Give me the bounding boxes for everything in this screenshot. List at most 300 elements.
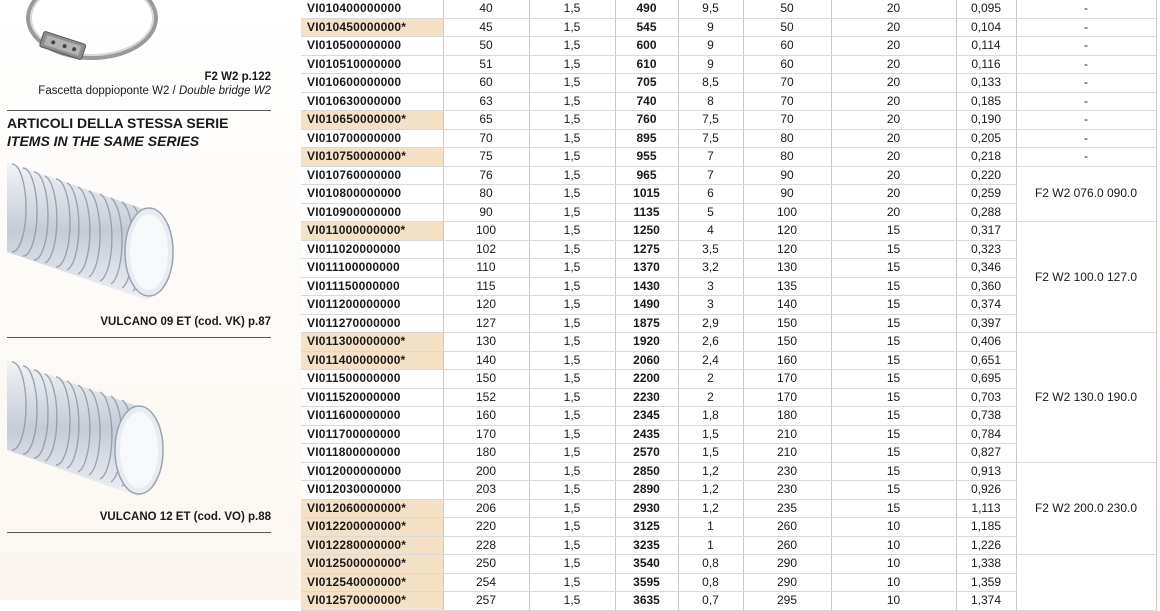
related-item-vulcano-12[interactable]: VULCANO 12 ET (cod. VO) p.88 — [99, 511, 271, 523]
length-cell: 10 — [831, 536, 956, 555]
radius-cell: 50 — [743, 0, 831, 18]
inner-diameter-cell: 140 — [443, 351, 529, 370]
length-cell: 20 — [831, 18, 956, 37]
weight-cell: 545 — [615, 18, 678, 37]
pressure-cell: 1,5 — [678, 425, 743, 444]
wall-cell: 1,5 — [529, 55, 615, 74]
inner-diameter-cell: 100 — [443, 222, 529, 241]
inner-diameter-cell: 120 — [443, 296, 529, 315]
table-row — [301, 18, 1156, 37]
weight-cell: 2890 — [615, 481, 678, 500]
kg-cell: 0,114 — [956, 37, 1016, 56]
product-code-cell: VI010800000000 — [301, 185, 443, 204]
pressure-cell: 9 — [678, 37, 743, 56]
clamp-code-cell: F2 W2 200.0 230.0 — [1016, 462, 1156, 555]
wall-cell: 1,5 — [529, 0, 615, 18]
length-cell: 15 — [831, 314, 956, 333]
product-code-cell: VI010750000000* — [301, 148, 443, 167]
radius-cell: 130 — [743, 259, 831, 278]
wall-cell: 1,5 — [529, 37, 615, 56]
kg-cell: 0,288 — [956, 203, 1016, 222]
kg-cell: 0,374 — [956, 296, 1016, 315]
radius-cell: 70 — [743, 111, 831, 130]
wall-cell: 1,5 — [529, 536, 615, 555]
table-row — [301, 74, 1156, 93]
inner-diameter-cell: 152 — [443, 388, 529, 407]
kg-cell: 1,338 — [956, 555, 1016, 574]
wall-cell: 1,5 — [529, 425, 615, 444]
wall-cell: 1,5 — [529, 203, 615, 222]
pressure-cell: 4 — [678, 222, 743, 241]
product-code-cell: VI012200000000* — [301, 518, 443, 537]
kg-cell: 0,317 — [956, 222, 1016, 241]
wall-cell: 1,5 — [529, 185, 615, 204]
inner-diameter-cell: 254 — [443, 573, 529, 592]
series-heading — [7, 114, 228, 150]
wall-cell: 1,5 — [529, 592, 615, 611]
clamp-code-cell: F2 W2 076.0 090.0 — [1016, 166, 1156, 222]
weight-cell: 3540 — [615, 555, 678, 574]
inner-diameter-cell: 50 — [443, 37, 529, 56]
sidebar — [0, 0, 285, 600]
length-cell: 20 — [831, 92, 956, 111]
wall-cell: 1,5 — [529, 18, 615, 37]
table-row — [301, 166, 1156, 185]
length-cell: 10 — [831, 555, 956, 574]
weight-cell: 3125 — [615, 518, 678, 537]
wall-cell: 1,5 — [529, 333, 615, 352]
inner-diameter-cell: 206 — [443, 499, 529, 518]
table-row — [301, 333, 1156, 352]
pressure-cell: 9 — [678, 55, 743, 74]
inner-diameter-cell: 76 — [443, 166, 529, 185]
radius-cell: 180 — [743, 407, 831, 426]
pressure-cell: 3,5 — [678, 240, 743, 259]
length-cell: 15 — [831, 259, 956, 278]
kg-cell: 1,226 — [956, 536, 1016, 555]
wall-cell: 1,5 — [529, 92, 615, 111]
weight-cell: 490 — [615, 0, 678, 18]
radius-cell: 210 — [743, 425, 831, 444]
length-cell: 15 — [831, 425, 956, 444]
clamp-code-cell: - — [1016, 74, 1156, 93]
clamp-description-it: Fascetta doppioponte W2 / — [38, 85, 179, 97]
pressure-cell: 1,5 — [678, 444, 743, 463]
weight-cell: 955 — [615, 148, 678, 167]
pressure-cell: 1 — [678, 536, 743, 555]
inner-diameter-cell: 220 — [443, 518, 529, 537]
inner-diameter-cell: 40 — [443, 0, 529, 18]
radius-cell: 70 — [743, 74, 831, 93]
product-code-cell: VI010900000000 — [301, 203, 443, 222]
length-cell: 20 — [831, 148, 956, 167]
length-cell: 15 — [831, 222, 956, 241]
wall-cell: 1,5 — [529, 499, 615, 518]
clamp-code-cell: F2 W2 100.0 127.0 — [1016, 222, 1156, 333]
wall-cell: 1,5 — [529, 129, 615, 148]
product-code-cell: VI011500000000 — [301, 370, 443, 389]
product-code-cell: VI010600000000 — [301, 74, 443, 93]
weight-cell: 3235 — [615, 536, 678, 555]
table-row — [301, 37, 1156, 56]
pressure-cell: 2 — [678, 370, 743, 389]
product-code-cell: VI012540000000* — [301, 573, 443, 592]
weight-cell: 2850 — [615, 462, 678, 481]
length-cell: 10 — [831, 518, 956, 537]
radius-cell: 210 — [743, 444, 831, 463]
wall-cell: 1,5 — [529, 481, 615, 500]
wall-cell: 1,5 — [529, 370, 615, 389]
kg-cell: 0,185 — [956, 92, 1016, 111]
pressure-cell: 7 — [678, 148, 743, 167]
product-code-cell: VI011150000000 — [301, 277, 443, 296]
weight-cell: 760 — [615, 111, 678, 130]
radius-cell: 135 — [743, 277, 831, 296]
wall-cell: 1,5 — [529, 148, 615, 167]
kg-cell: 0,397 — [956, 314, 1016, 333]
radius-cell: 295 — [743, 592, 831, 611]
inner-diameter-cell: 257 — [443, 592, 529, 611]
radius-cell: 70 — [743, 92, 831, 111]
pressure-cell: 7,5 — [678, 129, 743, 148]
weight-cell: 2345 — [615, 407, 678, 426]
table-row — [301, 555, 1156, 574]
pressure-cell: 8,5 — [678, 74, 743, 93]
table-row — [301, 129, 1156, 148]
pressure-cell: 9,5 — [678, 0, 743, 18]
product-code-cell: VI010760000000 — [301, 166, 443, 185]
inner-diameter-cell: 102 — [443, 240, 529, 259]
kg-cell: 0,406 — [956, 333, 1016, 352]
kg-cell: 0,784 — [956, 425, 1016, 444]
product-code-cell: VI011600000000 — [301, 407, 443, 426]
clamp-code-cell: - — [1016, 18, 1156, 37]
length-cell: 20 — [831, 203, 956, 222]
pressure-cell: 0,8 — [678, 573, 743, 592]
kg-cell: 0,360 — [956, 277, 1016, 296]
hose-clamp-image — [14, 0, 154, 74]
kg-cell: 0,651 — [956, 351, 1016, 370]
weight-cell: 3595 — [615, 573, 678, 592]
wall-cell: 1,5 — [529, 222, 615, 241]
product-code-cell: VI011300000000* — [301, 333, 443, 352]
inner-diameter-cell: 110 — [443, 259, 529, 278]
weight-cell: 2200 — [615, 370, 678, 389]
kg-cell: 0,323 — [956, 240, 1016, 259]
length-cell: 15 — [831, 240, 956, 259]
radius-cell: 260 — [743, 536, 831, 555]
product-code-cell: VI010450000000* — [301, 18, 443, 37]
inner-diameter-cell: 160 — [443, 407, 529, 426]
pressure-cell: 3,2 — [678, 259, 743, 278]
kg-cell: 0,695 — [956, 370, 1016, 389]
inner-diameter-cell: 70 — [443, 129, 529, 148]
radius-cell: 150 — [743, 333, 831, 352]
inner-diameter-cell: 115 — [443, 277, 529, 296]
wall-cell: 1,5 — [529, 259, 615, 278]
clamp-code-cell: - — [1016, 111, 1156, 130]
clamp-code-cell: - — [1016, 37, 1156, 56]
inner-diameter-cell: 170 — [443, 425, 529, 444]
inner-diameter-cell: 228 — [443, 536, 529, 555]
clamp-code-cell: - — [1016, 0, 1156, 18]
clamp-description — [1, 84, 271, 98]
kg-cell: 0,220 — [956, 166, 1016, 185]
kg-cell: 1,113 — [956, 499, 1016, 518]
product-code-cell: VI010500000000 — [301, 37, 443, 56]
kg-cell: 0,218 — [956, 148, 1016, 167]
pressure-cell: 2,9 — [678, 314, 743, 333]
pressure-cell: 1,8 — [678, 407, 743, 426]
series-heading-en: ITEMS IN THE SAME SERIES — [7, 133, 200, 149]
pressure-cell: 1,2 — [678, 481, 743, 500]
kg-cell: 0,913 — [956, 462, 1016, 481]
length-cell: 20 — [831, 0, 956, 18]
weight-cell: 1275 — [615, 240, 678, 259]
table-row — [301, 148, 1156, 167]
length-cell: 20 — [831, 111, 956, 130]
clamp-code-cell: F2 W2 130.0 190.0 — [1016, 333, 1156, 463]
weight-cell: 2930 — [615, 499, 678, 518]
weight-cell: 1370 — [615, 259, 678, 278]
product-code-cell: VI011200000000 — [301, 296, 443, 315]
vulcano-12-hose-image[interactable] — [7, 352, 175, 494]
weight-cell: 895 — [615, 129, 678, 148]
wall-cell: 1,5 — [529, 166, 615, 185]
length-cell: 15 — [831, 462, 956, 481]
wall-cell: 1,5 — [529, 111, 615, 130]
radius-cell: 235 — [743, 499, 831, 518]
wall-cell: 1,5 — [529, 407, 615, 426]
radius-cell: 60 — [743, 55, 831, 74]
vulcano-09-hose-image[interactable] — [7, 152, 175, 294]
radius-cell: 170 — [743, 370, 831, 389]
radius-cell: 50 — [743, 18, 831, 37]
inner-diameter-cell: 180 — [443, 444, 529, 463]
pressure-cell: 0,8 — [678, 555, 743, 574]
wall-cell: 1,5 — [529, 74, 615, 93]
table-row — [301, 111, 1156, 130]
divider — [7, 337, 271, 338]
table-row — [301, 55, 1156, 74]
clamp-caption — [1, 70, 271, 98]
inner-diameter-cell: 130 — [443, 333, 529, 352]
pressure-cell: 2,4 — [678, 351, 743, 370]
pressure-cell: 1 — [678, 518, 743, 537]
weight-cell: 1920 — [615, 333, 678, 352]
inner-diameter-cell: 45 — [443, 18, 529, 37]
divider — [7, 532, 271, 533]
kg-cell: 1,374 — [956, 592, 1016, 611]
clamp-code-cell: - — [1016, 148, 1156, 167]
kg-cell: 0,827 — [956, 444, 1016, 463]
length-cell: 15 — [831, 407, 956, 426]
kg-cell: 0,133 — [956, 74, 1016, 93]
kg-cell: 0,116 — [956, 55, 1016, 74]
weight-cell: 965 — [615, 166, 678, 185]
product-code-cell: VI010700000000 — [301, 129, 443, 148]
pressure-cell: 9 — [678, 18, 743, 37]
length-cell: 15 — [831, 351, 956, 370]
divider — [7, 110, 271, 111]
pressure-cell: 7 — [678, 166, 743, 185]
radius-cell: 260 — [743, 518, 831, 537]
pressure-cell: 0,7 — [678, 592, 743, 611]
product-code-cell: VI012570000000* — [301, 592, 443, 611]
pressure-cell: 3 — [678, 277, 743, 296]
inner-diameter-cell: 127 — [443, 314, 529, 333]
product-code-cell: VI011520000000 — [301, 388, 443, 407]
product-code-cell: VI011000000000* — [301, 222, 443, 241]
wall-cell: 1,5 — [529, 555, 615, 574]
inner-diameter-cell: 90 — [443, 203, 529, 222]
table-row — [301, 92, 1156, 111]
series-heading-it: ARTICOLI DELLA STESSA SERIE — [7, 115, 229, 131]
radius-cell: 80 — [743, 148, 831, 167]
weight-cell: 600 — [615, 37, 678, 56]
clamp-code-cell: - — [1016, 55, 1156, 74]
product-code-cell: VI012280000000* — [301, 536, 443, 555]
length-cell: 15 — [831, 481, 956, 500]
pressure-cell: 1,2 — [678, 462, 743, 481]
wall-cell: 1,5 — [529, 462, 615, 481]
wall-cell: 1,5 — [529, 351, 615, 370]
weight-cell: 1875 — [615, 314, 678, 333]
kg-cell: 0,104 — [956, 18, 1016, 37]
product-code-cell: VI011020000000 — [301, 240, 443, 259]
weight-cell: 1250 — [615, 222, 678, 241]
inner-diameter-cell: 80 — [443, 185, 529, 204]
inner-diameter-cell: 63 — [443, 92, 529, 111]
radius-cell: 60 — [743, 37, 831, 56]
wall-cell: 1,5 — [529, 240, 615, 259]
length-cell: 15 — [831, 370, 956, 389]
kg-cell: 0,703 — [956, 388, 1016, 407]
length-cell: 20 — [831, 166, 956, 185]
kg-cell: 1,359 — [956, 573, 1016, 592]
wall-cell: 1,5 — [529, 277, 615, 296]
inner-diameter-cell: 200 — [443, 462, 529, 481]
product-code-cell: VI011700000000 — [301, 425, 443, 444]
wall-cell: 1,5 — [529, 573, 615, 592]
weight-cell: 1135 — [615, 203, 678, 222]
weight-cell: 3635 — [615, 592, 678, 611]
weight-cell: 1015 — [615, 185, 678, 204]
radius-cell: 230 — [743, 462, 831, 481]
weight-cell: 1430 — [615, 277, 678, 296]
related-item-vulcano-09[interactable]: VULCANO 09 ET (cod. VK) p.87 — [100, 316, 271, 328]
weight-cell: 2435 — [615, 425, 678, 444]
length-cell: 15 — [831, 333, 956, 352]
radius-cell: 160 — [743, 351, 831, 370]
product-code-cell: VI012030000000 — [301, 481, 443, 500]
pressure-cell: 1,2 — [678, 499, 743, 518]
clamp-code-cell: - — [1016, 92, 1156, 111]
weight-cell: 610 — [615, 55, 678, 74]
length-cell: 15 — [831, 388, 956, 407]
length-cell: 20 — [831, 74, 956, 93]
product-code-cell: VI010630000000 — [301, 92, 443, 111]
length-cell: 15 — [831, 296, 956, 315]
pressure-cell: 3 — [678, 296, 743, 315]
pressure-cell: 8 — [678, 92, 743, 111]
kg-cell: 0,190 — [956, 111, 1016, 130]
product-table — [301, 0, 1156, 608]
inner-diameter-cell: 150 — [443, 370, 529, 389]
radius-cell: 80 — [743, 129, 831, 148]
radius-cell: 140 — [743, 296, 831, 315]
table-row — [301, 462, 1156, 481]
wall-cell: 1,5 — [529, 518, 615, 537]
product-code-cell: VI011270000000 — [301, 314, 443, 333]
product-code-cell: VI010650000000* — [301, 111, 443, 130]
inner-diameter-cell: 203 — [443, 481, 529, 500]
product-code-cell: VI011100000000 — [301, 259, 443, 278]
product-code-cell: VI012500000000* — [301, 555, 443, 574]
weight-cell: 740 — [615, 92, 678, 111]
clamp-reference: F2 W2 p.122 — [204, 71, 271, 83]
kg-cell: 0,926 — [956, 481, 1016, 500]
product-table-body — [301, 0, 1156, 610]
clamp-description-en: Double bridge W2 — [178, 85, 271, 97]
length-cell: 10 — [831, 573, 956, 592]
pressure-cell: 5 — [678, 203, 743, 222]
kg-cell: 0,205 — [956, 129, 1016, 148]
length-cell: 15 — [831, 499, 956, 518]
product-code-cell: VI010400000000 — [301, 0, 443, 18]
inner-diameter-cell: 51 — [443, 55, 529, 74]
length-cell: 20 — [831, 37, 956, 56]
weight-cell: 1490 — [615, 296, 678, 315]
clamp-code-cell — [1016, 555, 1156, 611]
kg-cell: 0,346 — [956, 259, 1016, 278]
product-code-cell: VI012000000000 — [301, 462, 443, 481]
radius-cell: 120 — [743, 222, 831, 241]
radius-cell: 230 — [743, 481, 831, 500]
radius-cell: 90 — [743, 166, 831, 185]
product-code-cell: VI010510000000 — [301, 55, 443, 74]
radius-cell: 290 — [743, 573, 831, 592]
radius-cell: 150 — [743, 314, 831, 333]
weight-cell: 2060 — [615, 351, 678, 370]
weight-cell: 705 — [615, 74, 678, 93]
radius-cell: 100 — [743, 203, 831, 222]
wall-cell: 1,5 — [529, 314, 615, 333]
kg-cell: 1,185 — [956, 518, 1016, 537]
length-cell: 20 — [831, 129, 956, 148]
length-cell: 15 — [831, 277, 956, 296]
kg-cell: 0,095 — [956, 0, 1016, 18]
product-code-cell: VI011400000000* — [301, 351, 443, 370]
inner-diameter-cell: 75 — [443, 148, 529, 167]
wall-cell: 1,5 — [529, 388, 615, 407]
length-cell: 20 — [831, 55, 956, 74]
weight-cell: 2570 — [615, 444, 678, 463]
wall-cell: 1,5 — [529, 296, 615, 315]
inner-diameter-cell: 250 — [443, 555, 529, 574]
weight-cell: 2230 — [615, 388, 678, 407]
clamp-code-cell: - — [1016, 129, 1156, 148]
kg-cell: 0,259 — [956, 185, 1016, 204]
length-cell: 20 — [831, 185, 956, 204]
pressure-cell: 2,6 — [678, 333, 743, 352]
inner-diameter-cell: 60 — [443, 74, 529, 93]
inner-diameter-cell: 65 — [443, 111, 529, 130]
product-code-cell: VI011800000000 — [301, 444, 443, 463]
table-row — [301, 222, 1156, 241]
length-cell: 10 — [831, 592, 956, 611]
pressure-cell: 2 — [678, 388, 743, 407]
